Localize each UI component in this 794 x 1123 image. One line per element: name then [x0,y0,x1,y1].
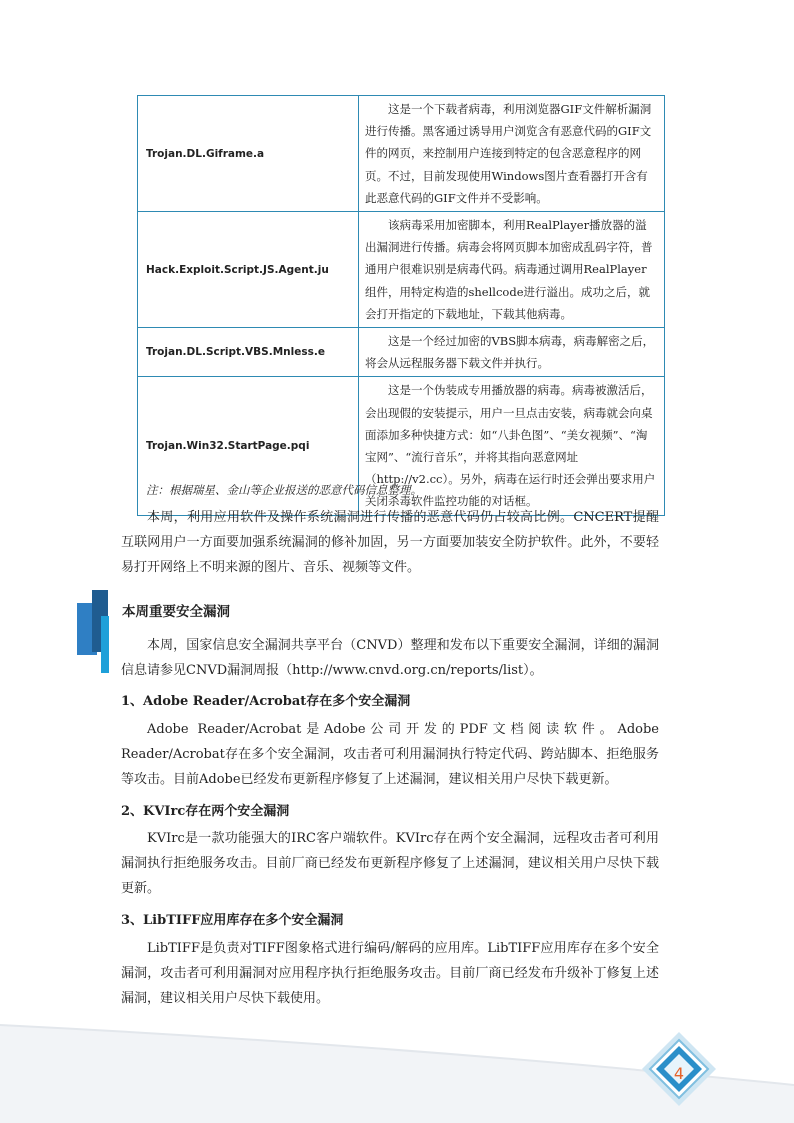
malware-description: 该病毒采用加密脚本，利用RealPlayer播放器的溢出漏洞进行传播。病毒会将网页脚本加密成乱码字符，普通用户很难识别是病毒代码。病毒通过调用RealPlayer组件，用特定构造的shellcode进行溢出。成功之后，就会打开指定的下载地址，下载其他病毒。 [359,212,665,328]
vuln-body: KVIrc是一款功能强大的IRC客户端软件。KVIrc存在两个安全漏洞，远程攻击者可利用漏洞执行拒绝服务攻击。目前厂商已经发布更新程序修复了上述漏洞，建议相关用户尽快下载更新。 [121,831,659,896]
vuln-body: LibTIFF是负责对TIFF图象格式进行编码/解码的应用库。LibTIFF应用库存在多个安全漏洞，攻击者可利用漏洞对应用程序执行拒绝服务攻击。目前厂商已经发布升级补丁修复上述漏洞，建议相关用户尽快下载使用。 [121,941,659,1006]
page-number: 4 [673,1064,685,1083]
malware-description: 这是一个下载者病毒，利用浏览器GIF文件解析漏洞进行传播。黑客通过诱导用户浏览含有恶意代码的GIF文件的网页，来控制用户连接到特定的包含恶意程序的网页。不过，目前发现使用Windows图片查看器打开含有此恶意代码的GIF文件并不受影响。 [359,96,665,212]
vuln-heading: 1、Adobe Reader/Acrobat存在多个安全漏洞 [121,694,411,709]
section-heading: 本周重要安全漏洞 [122,604,230,620]
malware-description: 这是一个伪装成专用播放器的病毒。病毒被激活后，会出现假的安装提示，用户一旦点击安装，病毒就会向桌面添加多种快捷方式：如“八卦色图”、“美女视频”、“淘宝网”、“流行音乐”，并将其指向恶意网址（http://v2.cc）。另外，病毒在运行时还会弹出要求用户关闭杀毒软件监控功能的对话框。 [359,377,665,515]
table-row [138,96,665,212]
vuln-heading: 2、KVIrc存在两个安全漏洞 [121,804,290,819]
malware-name: Hack.Exploit.Script.JS.Agent.ju [138,212,359,328]
table-note: 注：根据瑞星、金山等企业报送的恶意代码信息整理。 [146,483,422,497]
malware-name: Trojan.Win32.StartPage.pqi [138,377,359,515]
vuln-heading: 3、LibTIFF应用库存在多个安全漏洞 [121,913,344,928]
malware-name: Trojan.DL.Script.VBS.Mnless.e [138,328,359,377]
paragraph-malware-summary: 本周，利用应用软件及操作系统漏洞进行传播的恶意代码仍占较高比例。CNCERT提醒互联网用户一方面要加强系统漏洞的修补加固，另一方面要加装安全防护软件。此外，不要轻易打开网络上不明来源的图片、音乐、视频等文件。 [121,510,659,575]
paragraph-vuln-intro: 本周，国家信息安全漏洞共享平台（CNVD）整理和发布以下重要安全漏洞，详细的漏洞信息请参见CNVD漏洞周报（http://www.cnvd.org.cn/reports/list）。 [121,638,659,678]
vuln-body: Adobe Reader/Acrobat是Adobe公司开发的PDF文档阅读软件。Adobe Reader/Acrobat存在多个安全漏洞，攻击者可利用漏洞执行特定代码、跨站脚本、拒绝服务等攻击。目前Adobe已经发布更新程序修复了上述漏洞，建议相关用户尽快下载更新。 [121,722,659,787]
section-marker-bar [101,616,109,673]
malware-table [137,95,665,516]
malware-name: Trojan.DL.Giframe.a [138,96,359,212]
table-row [138,212,665,328]
table-row [138,328,665,377]
malware-description: 这是一个经过加密的VBS脚本病毒，病毒解密之后，将会从远程服务器下载文件并执行。 [359,328,665,377]
